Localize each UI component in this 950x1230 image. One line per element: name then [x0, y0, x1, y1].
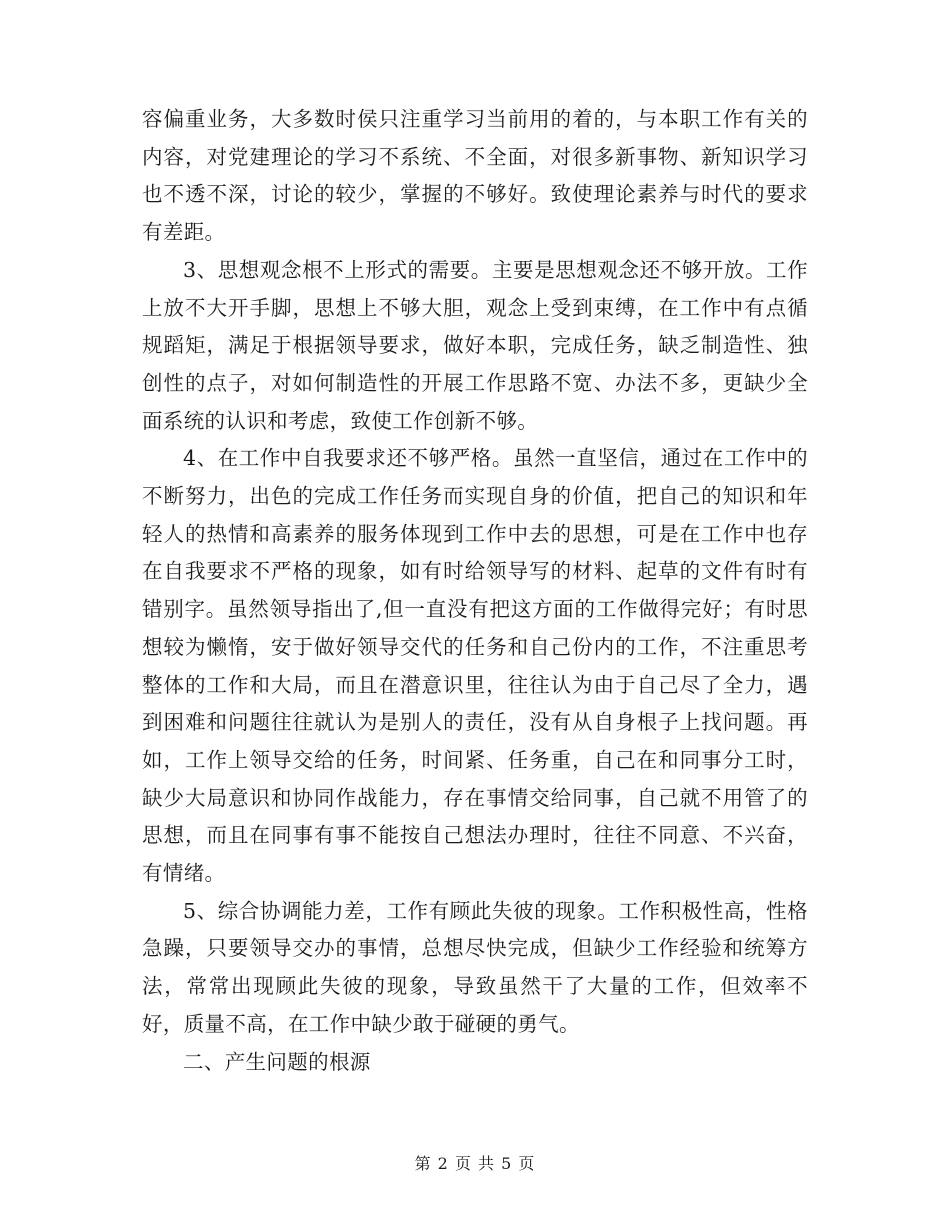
paragraph-item-5: 5、综合协调能力差，工作有顾此失彼的现象。工作积极性高，性格急躁，只要领导交办的事情，总想尽快完成，但缺少工作经验和统筹方法，常常出现顾此失彼的现象，导致虽然干了大量的工作，但效率不好，质量不高，在工作中缺少敢于碰硬的勇气。: [142, 898, 808, 1036]
document-body: [142, 101, 808, 1081]
section-heading: 二、产生问题的根源: [183, 1049, 371, 1074]
paragraph-continuation: 容偏重业务，大多数时侯只注重学习当前用的着的，与本职工作有关的内容，对党建理论的学习不系统、不全面，对很多新事物、新知识学习也不透不深，讨论的较少，掌握的不够好。致使理论素养与时代的要求有差距。: [142, 107, 808, 245]
paragraph-item-4: 4、在工作中自我要求还不够严格。虽然一直坚信，通过在工作中的不断努力，出色的完成工作任务而实现自身的价值，把自己的知识和年轻人的热情和高素养的服务体现到工作中去的思想，可是在工作中也存在自我要求不严格的现象，如有时给领导写的材料、起草的文件有时有错别字。虽然领导指出了,但一直没有把这方面的工作做得完好；有时思想较为懒惰，安于做好领导交代的任务和自己份内的工作，不注重思考整体的工作和大局，而且在潜意识里，往往认为由于自己尽了全力，遇到困难和问题往往就认为是别人的责任，没有从自身根子上找问题。再如，工作上领导交给的任务，时间紧、任务重，自己在和同事分工时，缺少大局意识和协同作战能力，存在事情交给同事，自己就不用管了的思想，而且在同事有事不能按自己想法办理时，往往不同意、不兴奋，有情绪。: [142, 446, 808, 886]
page-number-footer: 第 2 页 共 5 页: [414, 1154, 536, 1173]
paragraph-item-3: 3、思想观念根不上形式的需要。主要是思想观念还不够开放。工作上放不大开手脚，思想上不够大胆，观念上受到束缚，在工作中有点循规蹈矩，满足于根据领导要求，做好本职，完成任务，缺乏制造性、独创性的点子，对如何制造性的开展工作思路不宽、办法不多，更缺少全面系统的认识和考虑，致使工作创新不够。: [142, 257, 808, 433]
